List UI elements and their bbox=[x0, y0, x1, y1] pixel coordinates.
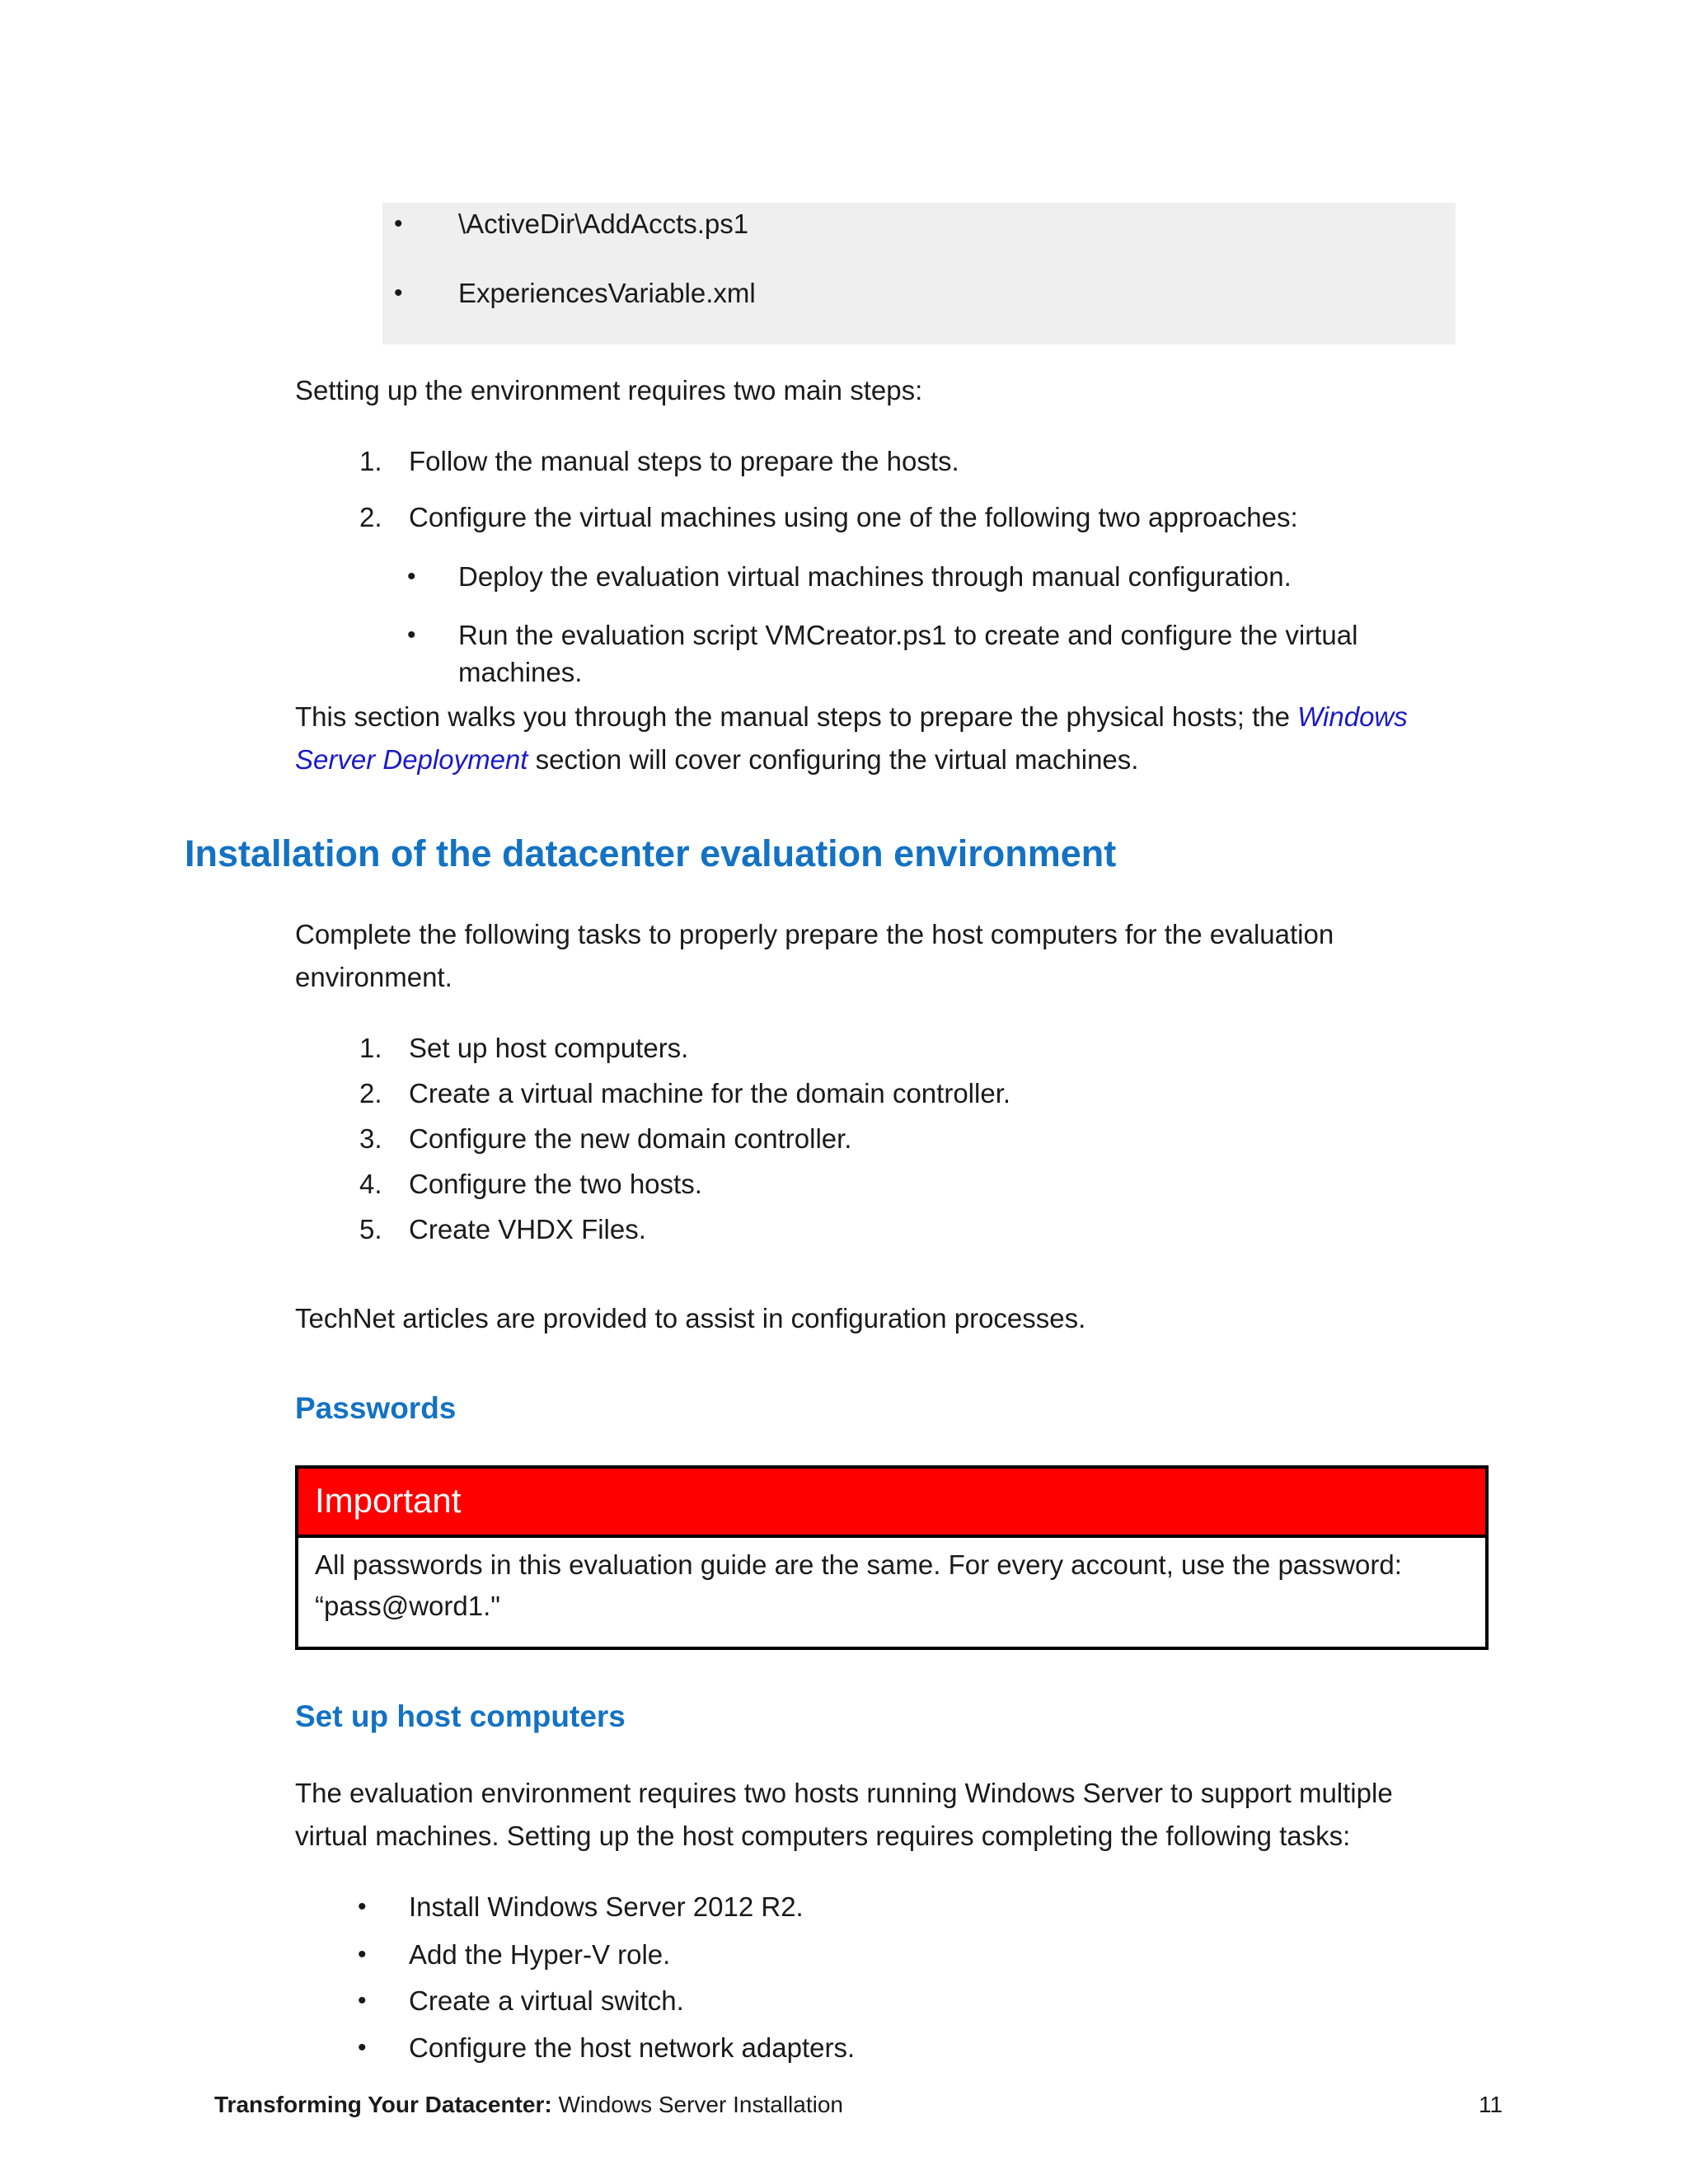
callout-body bbox=[298, 1538, 1485, 1633]
bullet-icon: • bbox=[358, 1941, 367, 1968]
walkthrough-text: This section walks you through the manual steps to prepare the physical hosts; the bbox=[295, 701, 1298, 732]
task-item: Configure the two hosts. bbox=[409, 1169, 702, 1199]
bullet-icon: • bbox=[407, 563, 416, 590]
technet-text: TechNet articles are provided to assist in configuration processes. bbox=[295, 1303, 1086, 1333]
footer-title bbox=[214, 2092, 843, 2118]
intro-text: Setting up the environment requires two main steps: bbox=[295, 375, 923, 405]
list-number: 1. bbox=[359, 1033, 382, 1063]
hosts-line: virtual machines. Setting up the host computers requires completing the following tasks: bbox=[295, 1821, 1351, 1851]
walkthrough-paragraph bbox=[295, 696, 1465, 781]
list-number: 4. bbox=[359, 1169, 382, 1199]
list-number: 5. bbox=[359, 1214, 382, 1244]
file-item: ExperiencesVariable.xml bbox=[458, 278, 756, 308]
approach-item-continued: machines. bbox=[458, 657, 583, 687]
setup-hosts-heading: Set up host computers bbox=[295, 1699, 626, 1733]
passwords-heading: Passwords bbox=[295, 1391, 457, 1425]
bullet-icon: • bbox=[358, 1987, 367, 2014]
hosts-paragraph bbox=[295, 1772, 1393, 1858]
install-lead-line: Complete the following tasks to properly prepare the host computers for the evaluation bbox=[295, 919, 1334, 949]
host-task-item: Create a virtual switch. bbox=[409, 1985, 684, 2016]
list-number: 2. bbox=[359, 502, 382, 532]
bullet-icon: • bbox=[407, 621, 416, 649]
section-heading: Installation of the datacenter evaluation environment bbox=[185, 832, 1117, 874]
bullet-icon: • bbox=[394, 279, 403, 307]
bullet-icon: • bbox=[394, 210, 403, 237]
task-item: Create VHDX Files. bbox=[409, 1214, 646, 1244]
task-item: Configure the new domain controller. bbox=[409, 1123, 852, 1154]
list-number: 1. bbox=[359, 446, 382, 476]
bullet-icon: • bbox=[358, 1893, 367, 1920]
host-task-item: Add the Hyper-V role. bbox=[409, 1939, 671, 1970]
callout-line: All passwords in this evaluation guide are the same. For every account, use the password: bbox=[315, 1549, 1402, 1580]
host-task-item: Install Windows Server 2012 R2. bbox=[409, 1891, 804, 1922]
footer-title-bold: Transforming Your Datacenter: bbox=[214, 2092, 552, 2117]
important-callout bbox=[295, 1465, 1489, 1650]
install-lead-line: environment. bbox=[295, 962, 452, 992]
callout-line: “pass@word1." bbox=[315, 1591, 500, 1621]
page-number: 11 bbox=[1479, 2092, 1503, 2117]
task-item: Set up host computers. bbox=[409, 1033, 689, 1063]
windows-server-deployment-link[interactable]: Server Deployment bbox=[295, 744, 528, 775]
bullet-icon: • bbox=[358, 2034, 367, 2061]
walkthrough-text: section will cover configuring the virtual machines. bbox=[528, 744, 1139, 775]
file-item: \ActiveDir\AddAccts.ps1 bbox=[458, 209, 749, 239]
step-item: Configure the virtual machines using one of the following two approaches: bbox=[409, 502, 1298, 532]
callout-title: Important bbox=[298, 1469, 1485, 1538]
install-lead bbox=[295, 913, 1334, 999]
hosts-line: The evaluation environment requires two hosts running Windows Server to support multiple bbox=[295, 1778, 1393, 1808]
list-number: 3. bbox=[359, 1123, 382, 1154]
windows-server-deployment-link[interactable]: Windows bbox=[1297, 701, 1408, 732]
step-item: Follow the manual steps to prepare the hosts. bbox=[409, 446, 959, 476]
host-task-item: Configure the host network adapters. bbox=[409, 2032, 856, 2063]
footer-title-rest: Windows Server Installation bbox=[551, 2092, 843, 2117]
list-number: 2. bbox=[359, 1078, 382, 1108]
approach-item: Deploy the evaluation virtual machines through manual configuration. bbox=[458, 561, 1292, 592]
task-item: Create a virtual machine for the domain controller. bbox=[409, 1078, 1011, 1108]
approach-item: Run the evaluation script VMCreator.ps1 to create and configure the virtual bbox=[458, 620, 1358, 650]
